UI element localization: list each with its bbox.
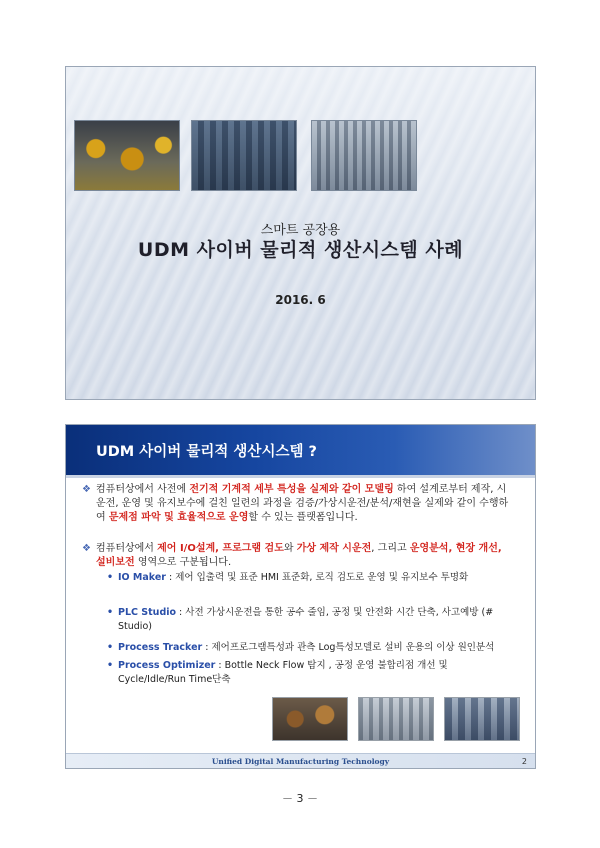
highlight-text: 전기적 기계적 세부 특성을 실제와 같이 모델링: [189, 484, 394, 495]
highlight-text: 가상 제작 시운전: [296, 543, 372, 554]
item-desc: : 제어 입출력 및 표준 HMI 표준화, 로직 검도로 운영 및 유지보수 투명화: [165, 572, 469, 583]
header-divider: [66, 475, 535, 478]
cleanroom-photo: [311, 120, 417, 191]
page-number: － 3 －: [282, 792, 318, 805]
item-term: PLC Studio: [118, 607, 177, 618]
item-plc-studio: [107, 606, 513, 634]
item-desc: : Bottle Neck Flow 탐지 , 공정 운영 불합리점 개선 및 Cycle/Idle/Run Time단축: [118, 660, 448, 685]
item-desc: : 사전 가상시운전을 통한 공수 줄임, 공정 및 안전화 시간 단축, 사고예방 (# Studio): [118, 607, 494, 632]
item-io-maker: [107, 571, 513, 585]
factory-robot-photo: [74, 120, 180, 191]
item-process-optimizer: [107, 659, 513, 687]
item-desc: : 제어프로그램특성과 관측 Log특성모델로 설비 운용의 이상 원인분석: [202, 642, 495, 653]
bullet-areas: [82, 542, 514, 570]
slide-header-title: UDM 사이버 물리적 생산시스템 ?: [96, 444, 317, 460]
highlight-text: 운영분석, 현장 개선, 설비보전: [96, 543, 502, 568]
slide-subtitle: 스마트 공장용: [260, 223, 341, 238]
production-hall-photo: [444, 697, 520, 741]
text-run: , 그리고: [371, 543, 410, 554]
bullet-definition: [82, 483, 514, 525]
diamond-bullet-icon: ❖: [82, 484, 91, 495]
text-run: 할 수 있는 플랫폼입니다.: [248, 512, 358, 523]
slide-date: 2016. 6: [275, 293, 326, 307]
highlight-text: 문제점 파악 및 효율적으로 운영: [108, 512, 249, 523]
item-term: IO Maker: [118, 572, 166, 583]
text-run: 하여 설계로부터 제작, 시운전, 운영 및 유지보수에 걸친 일련의 과정을 검증/가상시운전/분석/재현을 실제와 같이 수행하여: [96, 484, 509, 523]
slide-footer: [66, 753, 535, 769]
diamond-bullet-icon: ❖: [82, 543, 91, 554]
bullet-dot-icon: •: [107, 660, 114, 671]
slide-title: UDM 사이버 물리적 생산시스템 사례: [137, 239, 464, 261]
footer-text: Unified Digital Manufacturing Technology: [211, 757, 390, 766]
title-slide: [65, 66, 536, 400]
text-run: 컴퓨터상에서 사전에: [96, 484, 190, 495]
item-term: Process Tracker: [118, 642, 203, 653]
slide-header: [66, 425, 535, 475]
text-run: 영역으로 구분됩니다.: [134, 557, 232, 568]
highlight-text: 제어 I/O설계, 프로그램 검도: [157, 543, 284, 554]
slide-number: 2: [521, 757, 527, 766]
plant-photo: [358, 697, 434, 741]
item-term: Process Optimizer: [118, 660, 216, 671]
content-slide: [65, 424, 536, 769]
bullet-dot-icon: •: [107, 607, 114, 618]
text-run: 와: [283, 543, 297, 554]
machinery-photo: [272, 697, 348, 741]
assembly-line-photo: [191, 120, 297, 191]
item-process-tracker: [107, 641, 513, 655]
bullet-dot-icon: •: [107, 642, 114, 653]
text-run: 컴퓨터상에서: [96, 543, 158, 554]
bullet-dot-icon: •: [107, 572, 114, 583]
